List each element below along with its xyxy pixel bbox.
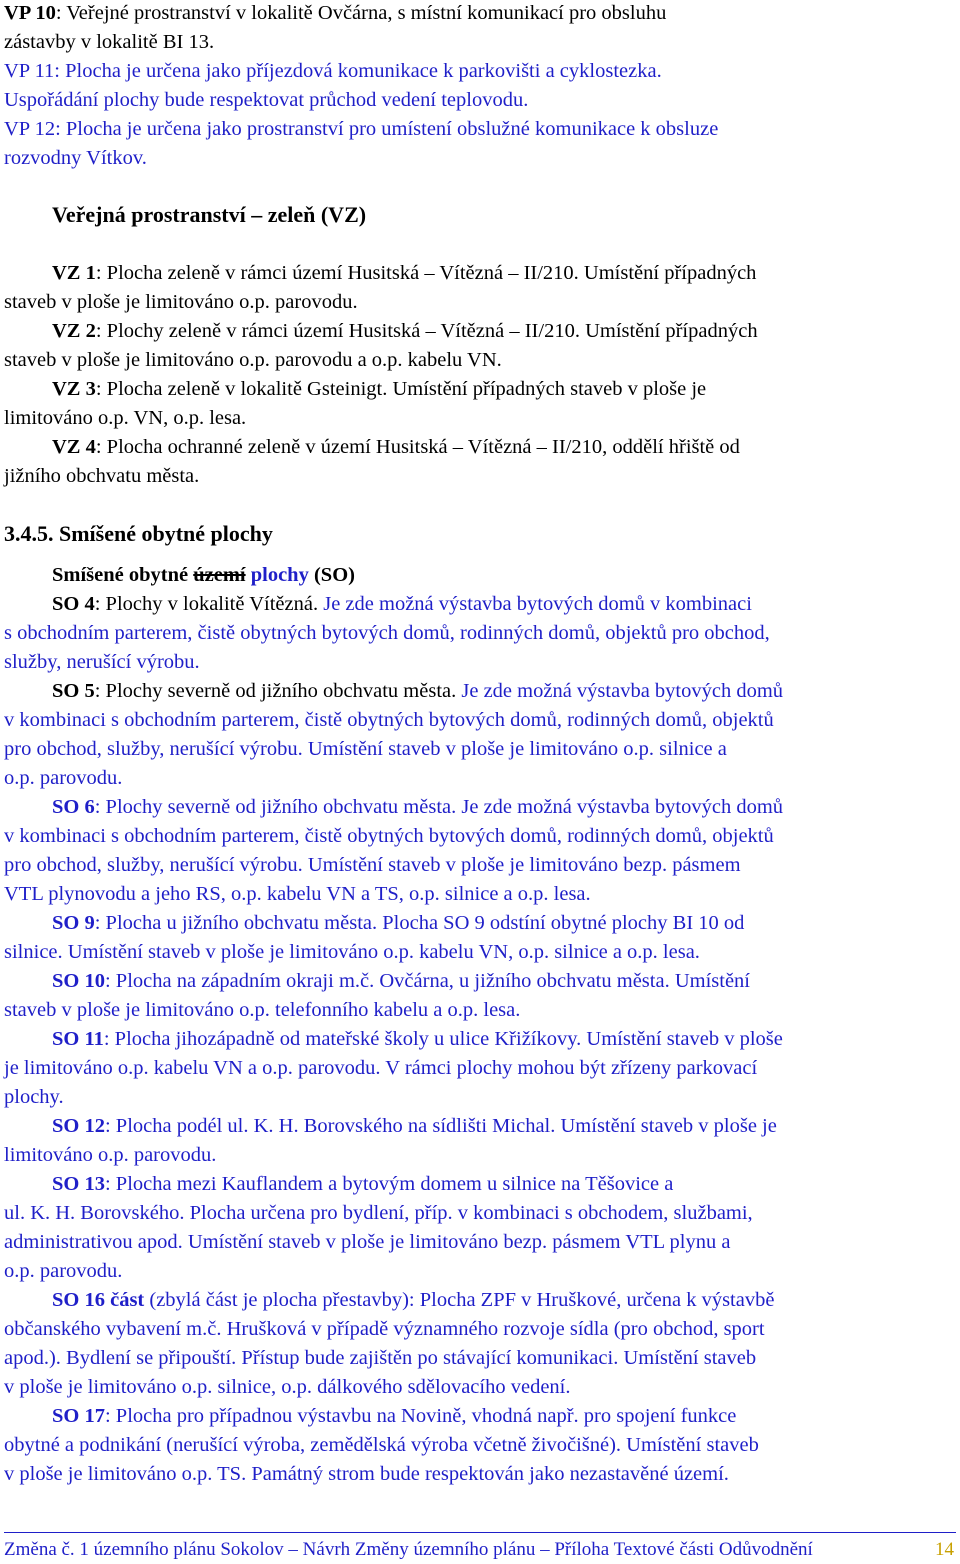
section-heading xyxy=(4,522,273,546)
so6-code: SO 6 xyxy=(52,796,95,818)
vz2-text: : Plochy zeleně v rámci území Husitská – Vítězná – II/210. Umístění případných xyxy=(95,320,758,342)
vz-heading: Veřejná prostranství – zeleň (VZ) xyxy=(52,202,367,227)
so6-line-3: pro obchod, služby, nerušící výrobu. Umístění staveb v ploše je limitováno bezp. pásmem xyxy=(4,854,741,876)
so13-line-2: ul. K. H. Borovského. Plocha určena pro bydlení, příp. v kombinaci s obchodem, službami, xyxy=(4,1202,753,1224)
so11-line-1 xyxy=(52,1027,783,1051)
vz3-text: : Plocha zeleně v lokalitě Gsteinigt. Umístění případných staveb v ploše je xyxy=(95,378,707,400)
so-subheading-b: (SO) xyxy=(313,564,355,586)
so9-text: : Plocha u jižního obchvatu města. Plocha SO 9 odstíní obytné plochy BI 10 od xyxy=(94,912,745,934)
page-footer xyxy=(4,1538,956,1562)
so6-line-1 xyxy=(52,795,783,819)
so5-line-3: pro obchod, služby, nerušící výrobu. Umístění staveb v ploše je limitováno o.p. silnice a xyxy=(4,738,727,760)
so6-line-2: v kombinaci s obchodním parterem, čistě obytných bytových domů, rodinných domů, objektů xyxy=(4,825,774,847)
so10-line-2: staveb v ploše je limitováno o.p. telefonního kabelu a o.p. lesa. xyxy=(4,999,521,1021)
vz3-line-2: limitováno o.p. VN, o.p. lesa. xyxy=(4,407,247,429)
so13-text: : Plocha mezi Kauflandem a bytovým domem u silnice na Těšovice a xyxy=(104,1173,674,1195)
so4-line-2: s obchodním parterem, čistě obytných bytových domů, rodinných domů, objektů pro obchod, xyxy=(4,622,770,644)
vp10-code: VP 10 xyxy=(4,2,56,24)
so5-code: SO 5 xyxy=(52,680,95,702)
so16-line-1 xyxy=(52,1288,774,1312)
vz2-line-2: staveb v ploše je limitováno o.p. parovodu a o.p. kabelu VN. xyxy=(4,349,502,371)
so17-line-1 xyxy=(52,1404,736,1428)
so13-line-3: administrativou apod. Umístění staveb v ploše je limitováno bezp. pásmem VTL plynu a xyxy=(4,1231,731,1253)
so6-line-4: VTL plynovodu a jeho RS, o.p. kabelu VN a TS, o.p. silnice a o.p. lesa. xyxy=(4,883,591,905)
so13-line-4: o.p. parovodu. xyxy=(4,1260,123,1282)
so5-line-4: o.p. parovodu. xyxy=(4,767,123,789)
so4-code: SO 4 xyxy=(52,593,95,615)
so-subheading xyxy=(52,563,355,587)
so-subheading-struck: území xyxy=(193,564,246,586)
so5-line-1 xyxy=(52,679,783,703)
so16-line-3: apod.). Bydlení se připouští. Přístup bude zajištěn po stávající komunikaci. Umístění staveb xyxy=(4,1347,757,1369)
section-number: 3.4.5. xyxy=(4,521,54,546)
vz3-line-1 xyxy=(52,377,706,401)
so12-text: : Plocha podél ul. K. H. Borovského na sídlišti Michal. Umístění staveb v ploše je xyxy=(104,1115,777,1137)
so16-code: SO 16 část xyxy=(52,1289,145,1311)
vz3-code: VZ 3 xyxy=(52,378,96,400)
vz1-text: : Plocha zeleně v rámci území Husitská – Vítězná – II/210. Umístění případných xyxy=(95,262,757,284)
vp12-line-2: rozvodny Vítkov. xyxy=(4,147,147,169)
so10-line-1 xyxy=(52,969,750,993)
so11-line-2: je limitováno o.p. kabelu VN a o.p. parovodu. V rámci plochy mohou být zřízeny parkovací xyxy=(4,1057,758,1079)
so11-line-3: plochy. xyxy=(4,1086,64,1108)
so11-text: : Plocha jihozápadně od mateřské školy u ulice Křižíkovy. Umístění staveb v ploše xyxy=(103,1028,783,1050)
so16-text: (zbylá část je plocha přestavby): Plocha ZPF v Hruškové, určena k výstavbě xyxy=(144,1289,775,1311)
so5-text-a: : Plochy severně od jižního obchvatu města. xyxy=(94,680,457,702)
vz4-line-2: jižního obchvatu města. xyxy=(4,465,200,487)
vp10-text: : Veřejné prostranství v lokalitě Ovčárna, s místní komunikací pro obsluhu xyxy=(55,2,667,24)
so12-line-2: limitováno o.p. parovodu. xyxy=(4,1144,217,1166)
so5-line-2: v kombinaci s obchodním parterem, čistě obytných bytových domů, rodinných domů, objektů xyxy=(4,709,774,731)
so9-code: SO 9 xyxy=(52,912,95,934)
footer-text: Změna č. 1 územního plánu Sokolov – Návrh Změny územního plánu – Příloha Textové části Odůvodnění xyxy=(4,1539,813,1560)
vz1-line-1 xyxy=(52,261,756,285)
so17-line-2: obytné a podnikání (nerušící výroba, zemědělská výroba včetně živočišné). Umístění staveb xyxy=(4,1434,759,1456)
vp12-line-1: VP 12: Plocha je určena jako prostranství pro umístení obslužné komunikace k obsluze xyxy=(4,118,719,140)
so5-text-b: Je zde možná výstavba bytových domů xyxy=(461,680,784,702)
vz4-code: VZ 4 xyxy=(52,436,96,458)
vp10-line-1 xyxy=(4,1,666,25)
so4-line-1 xyxy=(52,592,752,616)
footer-rule xyxy=(4,1532,956,1533)
so17-line-3: v ploše je limitováno o.p. TS. Památný strom bude respektován jako nezastavěné území. xyxy=(4,1463,729,1485)
so12-code: SO 12 xyxy=(52,1115,105,1137)
so16-line-4: v ploše je limitováno o.p. silnice, o.p. dálkového sdělovacího vedení. xyxy=(4,1376,571,1398)
vp11-line-1: VP 11: Plocha je určena jako příjezdová komunikace k parkovišti a cyklostezka. xyxy=(4,60,662,82)
section-title: Smíšené obytné plochy xyxy=(59,521,273,546)
vp10-line-2: zástavby v lokalitě BI 13. xyxy=(4,31,215,53)
so-subheading-a: Smíšené obytné xyxy=(52,564,189,586)
so-subheading-blue: plochy xyxy=(250,564,309,586)
page-number: 14 xyxy=(935,1539,954,1560)
vz1-line-2: staveb v ploše je limitováno o.p. parovodu. xyxy=(4,291,358,313)
so4-text-b: Je zde možná výstavba bytových domů v kombinaci xyxy=(323,593,752,615)
so4-text-a: : Plochy v lokalitě Vítězná. xyxy=(94,593,319,615)
vz4-line-1 xyxy=(52,435,740,459)
vz1-code: VZ 1 xyxy=(52,262,96,284)
so13-code: SO 13 xyxy=(52,1173,105,1195)
so6-text: : Plochy severně od jižního obchvatu města. Je zde možná výstavba bytových domů xyxy=(94,796,784,818)
so11-code: SO 11 xyxy=(52,1028,104,1050)
so17-code: SO 17 xyxy=(52,1405,105,1427)
vz4-text: : Plocha ochranné zeleně v území Husitská – Vítězná – II/210, oddělí hřiště od xyxy=(95,436,740,458)
so17-text: : Plocha pro případnou výstavbu na Novině, vhodná např. pro spojení funkce xyxy=(104,1405,737,1427)
so10-text: : Plocha na západním okraji m.č. Ovčárna, u jižního obchvatu města. Umístění xyxy=(104,970,750,992)
so9-line-2: silnice. Umístění staveb v ploše je limitováno o.p. kabelu VN, o.p. silnice a o.p. lesa. xyxy=(4,941,700,963)
so10-code: SO 10 xyxy=(52,970,105,992)
vz2-code: VZ 2 xyxy=(52,320,96,342)
vz2-line-1 xyxy=(52,319,758,343)
so9-line-1 xyxy=(52,911,744,935)
vp11-line-2: Uspořádání plochy bude respektovat průchod vedení teplovodu. xyxy=(4,89,529,111)
so12-line-1 xyxy=(52,1114,777,1138)
so4-line-3: služby, nerušící výrobu. xyxy=(4,651,200,673)
so13-line-1 xyxy=(52,1172,673,1196)
so16-line-2: občanského vybavení m.č. Hrušková v případě významného rozvoje sídla (pro obchod, sport xyxy=(4,1318,765,1340)
